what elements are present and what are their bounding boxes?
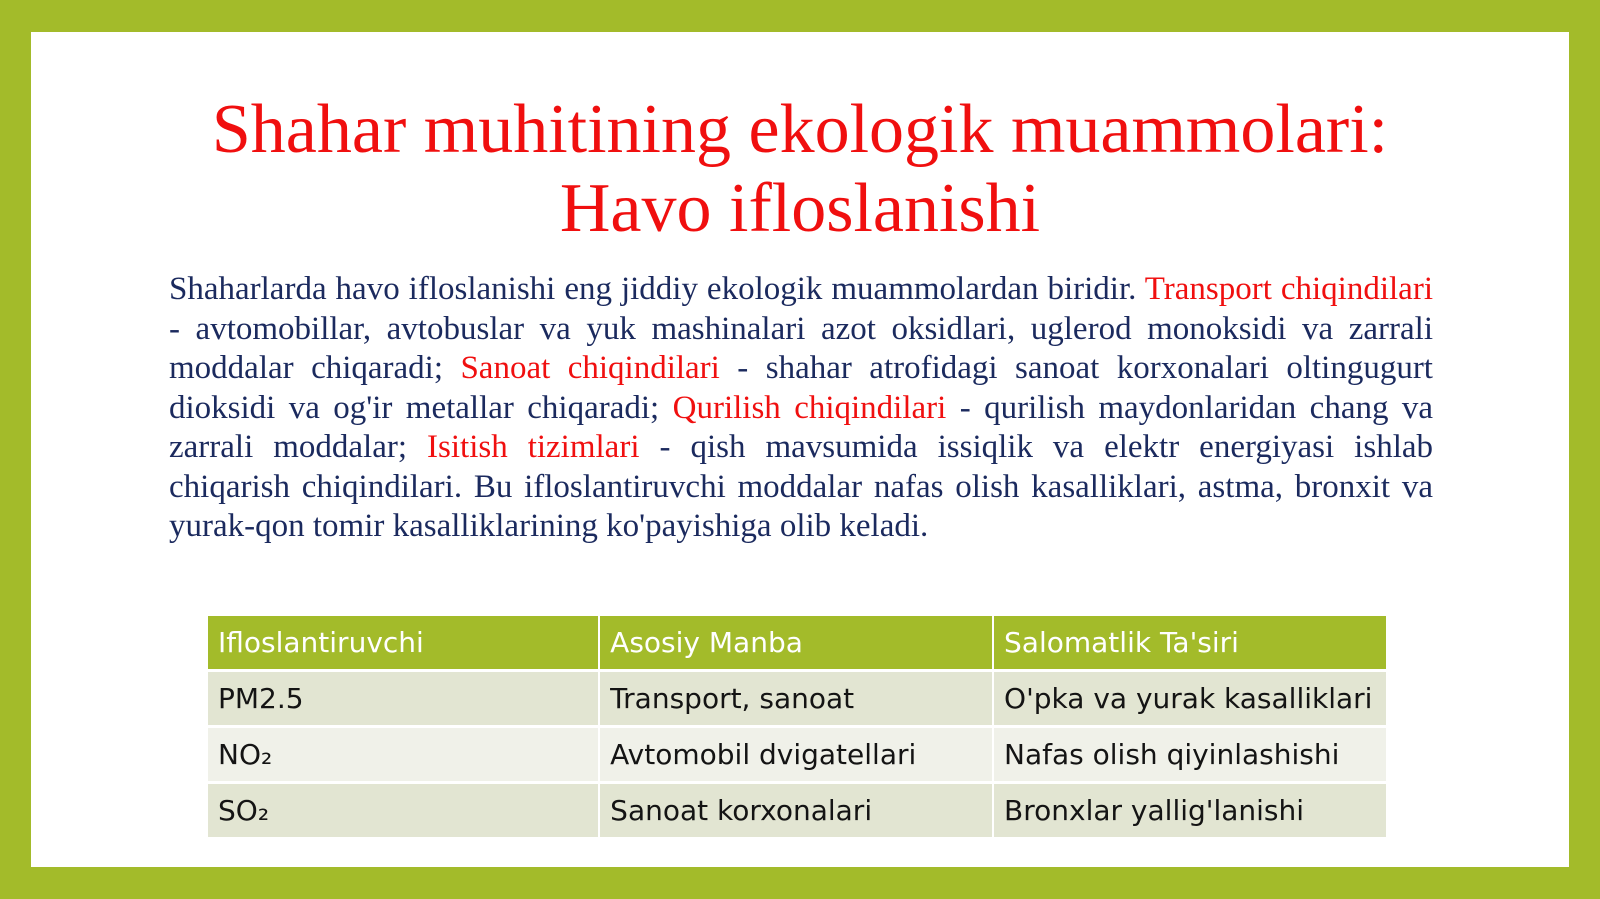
paragraph-text: Shaharlarda havo ifloslanishi eng jiddiy ekologik muammolardan biridir.: [169, 271, 1145, 307]
title-line-1: Shahar muhitining ekologik muammolari:: [211, 91, 1389, 168]
pollutants-table: [208, 616, 1386, 840]
cell-pollutant: SO₂: [208, 783, 599, 839]
cell-source: Avtomobil dvigatellari: [599, 727, 993, 783]
paragraph-text: - qurilish maydonlaridan chang va zarrali moddalar;: [169, 389, 1434, 465]
cell-health-effect: O'pka va yurak kasalliklari: [993, 671, 1386, 727]
slide: [31, 32, 1569, 867]
table-row: [208, 783, 1386, 839]
highlight-industry: Sanoat chiqindilari: [460, 350, 720, 386]
highlight-heating: Isitish tizimlari: [427, 429, 640, 465]
paragraph-text: - qish mavsumida issiqlik va elektr energiyasi ishlab chiqarish chiqindilari. Bu ifloslantiruvchi moddalar nafas olish kasalliklari, astma, bronxit va yurak-qon tomir kasalliklarining ko'payishiga olib keladi.: [169, 429, 1434, 544]
header-health-effect: Salomatlik Ta'siri: [993, 616, 1386, 671]
cell-health-effect: Nafas olish qiyinlashishi: [993, 727, 1386, 783]
header-source: Asosiy Manba: [599, 616, 993, 671]
cell-pollutant: PM2.5: [208, 671, 599, 727]
table-row: [208, 727, 1386, 783]
table-row: [208, 671, 1386, 727]
highlight-construction: Qurilish chiqindilari: [672, 389, 947, 426]
header-pollutant: Ifloslantiruvchi: [208, 616, 599, 671]
cell-pollutant: NO₂: [208, 727, 599, 783]
cell-source: Sanoat korxonalari: [599, 783, 993, 839]
highlight-transport: Transport chiqindilari: [1144, 271, 1433, 307]
body-paragraph: [169, 270, 1433, 547]
slide-title: [71, 90, 1529, 248]
cell-source: Transport, sanoat: [599, 671, 993, 727]
paragraph-text: - shahar atrofidagi sanoat korxonalari oltingugurt dioksidi va og'ir metallar chiqaradi;: [169, 350, 1433, 426]
paragraph-text: - avtomobillar, avtobuslar va yuk mashinalari azot oksidlari, uglerod monoksidi va zarrali moddalar chiqaradi;: [169, 310, 1433, 386]
cell-health-effect: Bronxlar yallig'lanishi: [993, 783, 1386, 839]
title-line-2: Havo ifloslanishi: [559, 170, 1041, 247]
table-header-row: [208, 616, 1386, 671]
